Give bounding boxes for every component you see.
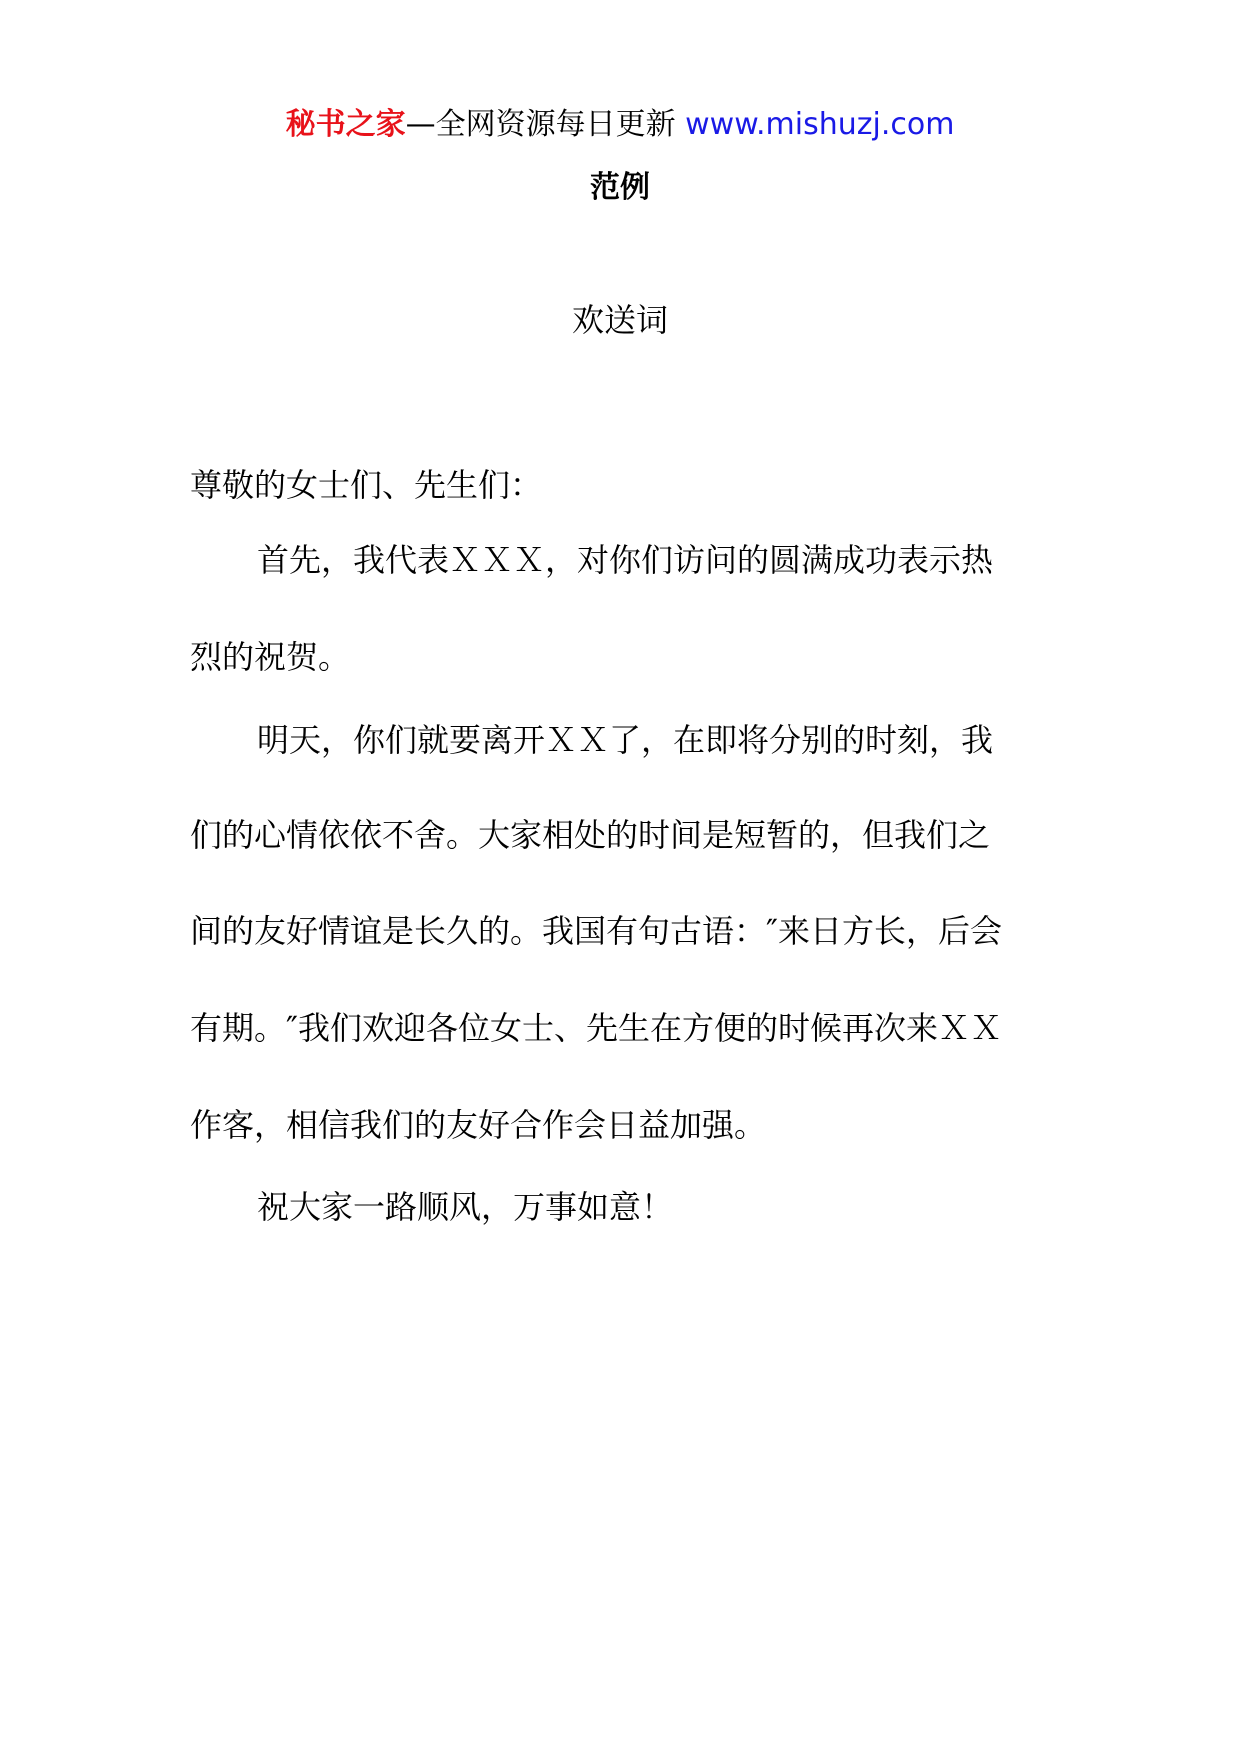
paragraph-line: 作客，相信我们的友好合作会日益加强。 <box>190 1106 767 1144</box>
site-slogan: —全网资源每日更新 <box>405 107 676 142</box>
site-url-link[interactable]: www.mishuzj.com <box>685 107 955 142</box>
salutation: 尊敬的女士们、先生们： <box>190 466 543 504</box>
paragraph-line: 明天，你们就要离开ＸＸ了，在即将分别的时刻，我 <box>257 721 994 759</box>
section-label: 范例 <box>590 170 650 205</box>
document-title: 欢送词 <box>571 301 668 339</box>
closing-line: 祝大家一路顺风，万事如意！ <box>257 1188 674 1226</box>
paragraph-line: 烈的祝贺。 <box>190 638 351 676</box>
paragraph-line: 首先，我代表ＸＸＸ，对你们访问的圆满成功表示热 <box>257 541 994 579</box>
paragraph-line: 间的友好情谊是长久的。我国有句古语：″来日方长，后会 <box>190 912 1002 950</box>
paragraph-line: 们的心情依依不舍。大家相处的时间是短暂的，但我们之 <box>190 816 991 854</box>
brand-name: 秘书之家 <box>285 107 406 142</box>
paragraph-line: 有期。″我们欢迎各位女士、先生在方便的时候再次来ＸＸ <box>190 1009 1002 1047</box>
site-header <box>0 100 1240 150</box>
